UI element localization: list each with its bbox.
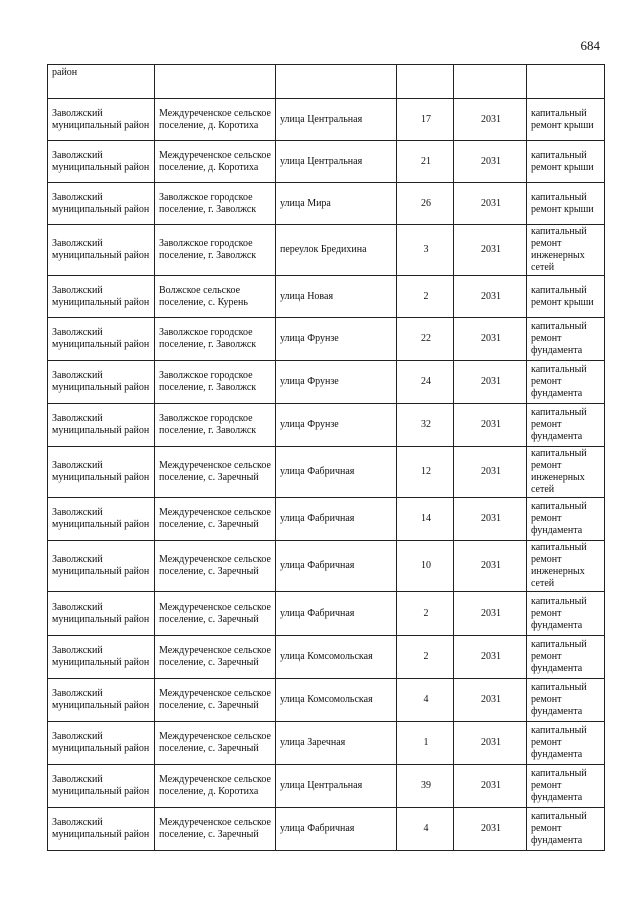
housing-repair-table (47, 64, 605, 851)
table-row (48, 183, 605, 225)
street-cell: улица Фрунзе (276, 404, 397, 447)
settlement-cell: Междуреченское сельское поселение, д. Коротиха (155, 99, 276, 141)
district-cell: Заволжский муниципальный район (48, 722, 155, 765)
year-cell: 2031 (454, 183, 527, 225)
settlement-cell: Междуреченское сельское поселение, с. Заречный (155, 592, 276, 636)
table-row (48, 765, 605, 808)
district-cell: район (48, 65, 155, 99)
district-cell: Заволжский муниципальный район (48, 765, 155, 808)
year-cell (454, 65, 527, 99)
street-cell: улица Новая (276, 276, 397, 318)
house-number-cell: 4 (397, 679, 454, 722)
work-type-cell: капитальный ремонт крыши (527, 141, 605, 183)
year-cell: 2031 (454, 765, 527, 808)
table-row (48, 592, 605, 636)
house-number-cell: 14 (397, 498, 454, 541)
settlement-cell: Заволжское городское поселение, г. Заволжск (155, 183, 276, 225)
work-type-cell: капитальный ремонт инженерных сетей (527, 225, 605, 276)
street-cell (276, 65, 397, 99)
street-cell: улица Фабричная (276, 498, 397, 541)
work-type-cell: капитальный ремонт фундамента (527, 361, 605, 404)
year-cell: 2031 (454, 447, 527, 498)
work-type-cell: капитальный ремонт фундамента (527, 636, 605, 679)
district-cell: Заволжский муниципальный район (48, 404, 155, 447)
house-number-cell: 32 (397, 404, 454, 447)
house-number-cell: 3 (397, 225, 454, 276)
settlement-cell: Междуреченское сельское поселение, д. Коротиха (155, 765, 276, 808)
district-cell: Заволжский муниципальный район (48, 361, 155, 404)
street-cell: улица Фрунзе (276, 361, 397, 404)
table-row (48, 361, 605, 404)
district-cell: Заволжский муниципальный район (48, 498, 155, 541)
settlement-cell (155, 65, 276, 99)
street-cell: улица Фрунзе (276, 318, 397, 361)
street-cell: переулок Бредихина (276, 225, 397, 276)
district-cell: Заволжский муниципальный район (48, 225, 155, 276)
work-type-cell: капитальный ремонт фундамента (527, 765, 605, 808)
settlement-cell: Волжское сельское поселение, с. Курень (155, 276, 276, 318)
page-number: 684 (580, 38, 600, 53)
street-cell: улица Комсомольская (276, 679, 397, 722)
house-number-cell: 2 (397, 276, 454, 318)
work-type-cell: капитальный ремонт фундамента (527, 592, 605, 636)
house-cell (397, 65, 454, 99)
street-cell: улица Центральная (276, 765, 397, 808)
settlement-cell: Междуреченское сельское поселение, с. Заречный (155, 447, 276, 498)
district-cell: Заволжский муниципальный район (48, 808, 155, 851)
work-cell (527, 65, 605, 99)
settlement-cell: Междуреченское сельское поселение, с. Заречный (155, 808, 276, 851)
year-cell: 2031 (454, 318, 527, 361)
house-number-cell: 2 (397, 636, 454, 679)
settlement-cell: Междуреченское сельское поселение, с. Заречный (155, 722, 276, 765)
table-row (48, 404, 605, 447)
table-row (48, 541, 605, 592)
settlement-cell: Заволжское городское поселение, г. Заволжск (155, 225, 276, 276)
year-cell: 2031 (454, 541, 527, 592)
table-row (48, 498, 605, 541)
table-row (48, 722, 605, 765)
work-type-cell: капитальный ремонт фундамента (527, 318, 605, 361)
year-cell: 2031 (454, 276, 527, 318)
settlement-cell: Междуреченское сельское поселение, с. Заречный (155, 636, 276, 679)
work-type-cell: капитальный ремонт инженерных сетей (527, 447, 605, 498)
district-cell: Заволжский муниципальный район (48, 276, 155, 318)
street-cell: улица Мира (276, 183, 397, 225)
table-row (48, 99, 605, 141)
district-cell: Заволжский муниципальный район (48, 592, 155, 636)
house-number-cell: 4 (397, 808, 454, 851)
continuation-row (48, 65, 605, 99)
year-cell: 2031 (454, 225, 527, 276)
work-type-cell: капитальный ремонт крыши (527, 183, 605, 225)
settlement-cell: Междуреченское сельское поселение, с. Заречный (155, 541, 276, 592)
house-number-cell: 22 (397, 318, 454, 361)
district-cell: Заволжский муниципальный район (48, 99, 155, 141)
street-cell: улица Центральная (276, 99, 397, 141)
work-type-cell: капитальный ремонт фундамента (527, 679, 605, 722)
street-cell: улица Фабричная (276, 808, 397, 851)
settlement-cell: Заволжское городское поселение, г. Заволжск (155, 361, 276, 404)
district-cell: Заволжский муниципальный район (48, 183, 155, 225)
district-cell: Заволжский муниципальный район (48, 447, 155, 498)
work-type-cell: капитальный ремонт крыши (527, 99, 605, 141)
work-type-cell: капитальный ремонт инженерных сетей (527, 541, 605, 592)
district-cell: Заволжский муниципальный район (48, 679, 155, 722)
year-cell: 2031 (454, 722, 527, 765)
settlement-cell: Междуреченское сельское поселение, с. Заречный (155, 498, 276, 541)
table-row (48, 141, 605, 183)
table-row (48, 679, 605, 722)
street-cell: улица Фабричная (276, 541, 397, 592)
year-cell: 2031 (454, 679, 527, 722)
street-cell: улица Фабричная (276, 592, 397, 636)
table-row (48, 225, 605, 276)
table-row (48, 318, 605, 361)
settlement-cell: Заволжское городское поселение, г. Заволжск (155, 318, 276, 361)
year-cell: 2031 (454, 498, 527, 541)
table-row (48, 276, 605, 318)
house-number-cell: 21 (397, 141, 454, 183)
table-row (48, 447, 605, 498)
year-cell: 2031 (454, 99, 527, 141)
table-row (48, 808, 605, 851)
work-type-cell: капитальный ремонт фундамента (527, 498, 605, 541)
work-type-cell: капитальный ремонт фундамента (527, 808, 605, 851)
street-cell: улица Заречная (276, 722, 397, 765)
street-cell: улица Фабричная (276, 447, 397, 498)
year-cell: 2031 (454, 141, 527, 183)
work-type-cell: капитальный ремонт фундамента (527, 404, 605, 447)
year-cell: 2031 (454, 361, 527, 404)
year-cell: 2031 (454, 808, 527, 851)
table-body (48, 65, 605, 851)
street-cell: улица Центральная (276, 141, 397, 183)
house-number-cell: 12 (397, 447, 454, 498)
year-cell: 2031 (454, 636, 527, 679)
work-type-cell: капитальный ремонт крыши (527, 276, 605, 318)
district-cell: Заволжский муниципальный район (48, 318, 155, 361)
house-number-cell: 10 (397, 541, 454, 592)
work-type-cell: капитальный ремонт фундамента (527, 722, 605, 765)
settlement-cell: Заволжское городское поселение, г. Заволжск (155, 404, 276, 447)
house-number-cell: 24 (397, 361, 454, 404)
settlement-cell: Междуреченское сельское поселение, д. Коротиха (155, 141, 276, 183)
year-cell: 2031 (454, 592, 527, 636)
district-cell: Заволжский муниципальный район (48, 141, 155, 183)
district-cell: Заволжский муниципальный район (48, 541, 155, 592)
house-number-cell: 39 (397, 765, 454, 808)
settlement-cell: Междуреченское сельское поселение, с. Заречный (155, 679, 276, 722)
house-number-cell: 2 (397, 592, 454, 636)
district-cell: Заволжский муниципальный район (48, 636, 155, 679)
table-row (48, 636, 605, 679)
house-number-cell: 1 (397, 722, 454, 765)
year-cell: 2031 (454, 404, 527, 447)
street-cell: улица Комсомольская (276, 636, 397, 679)
house-number-cell: 17 (397, 99, 454, 141)
house-number-cell: 26 (397, 183, 454, 225)
